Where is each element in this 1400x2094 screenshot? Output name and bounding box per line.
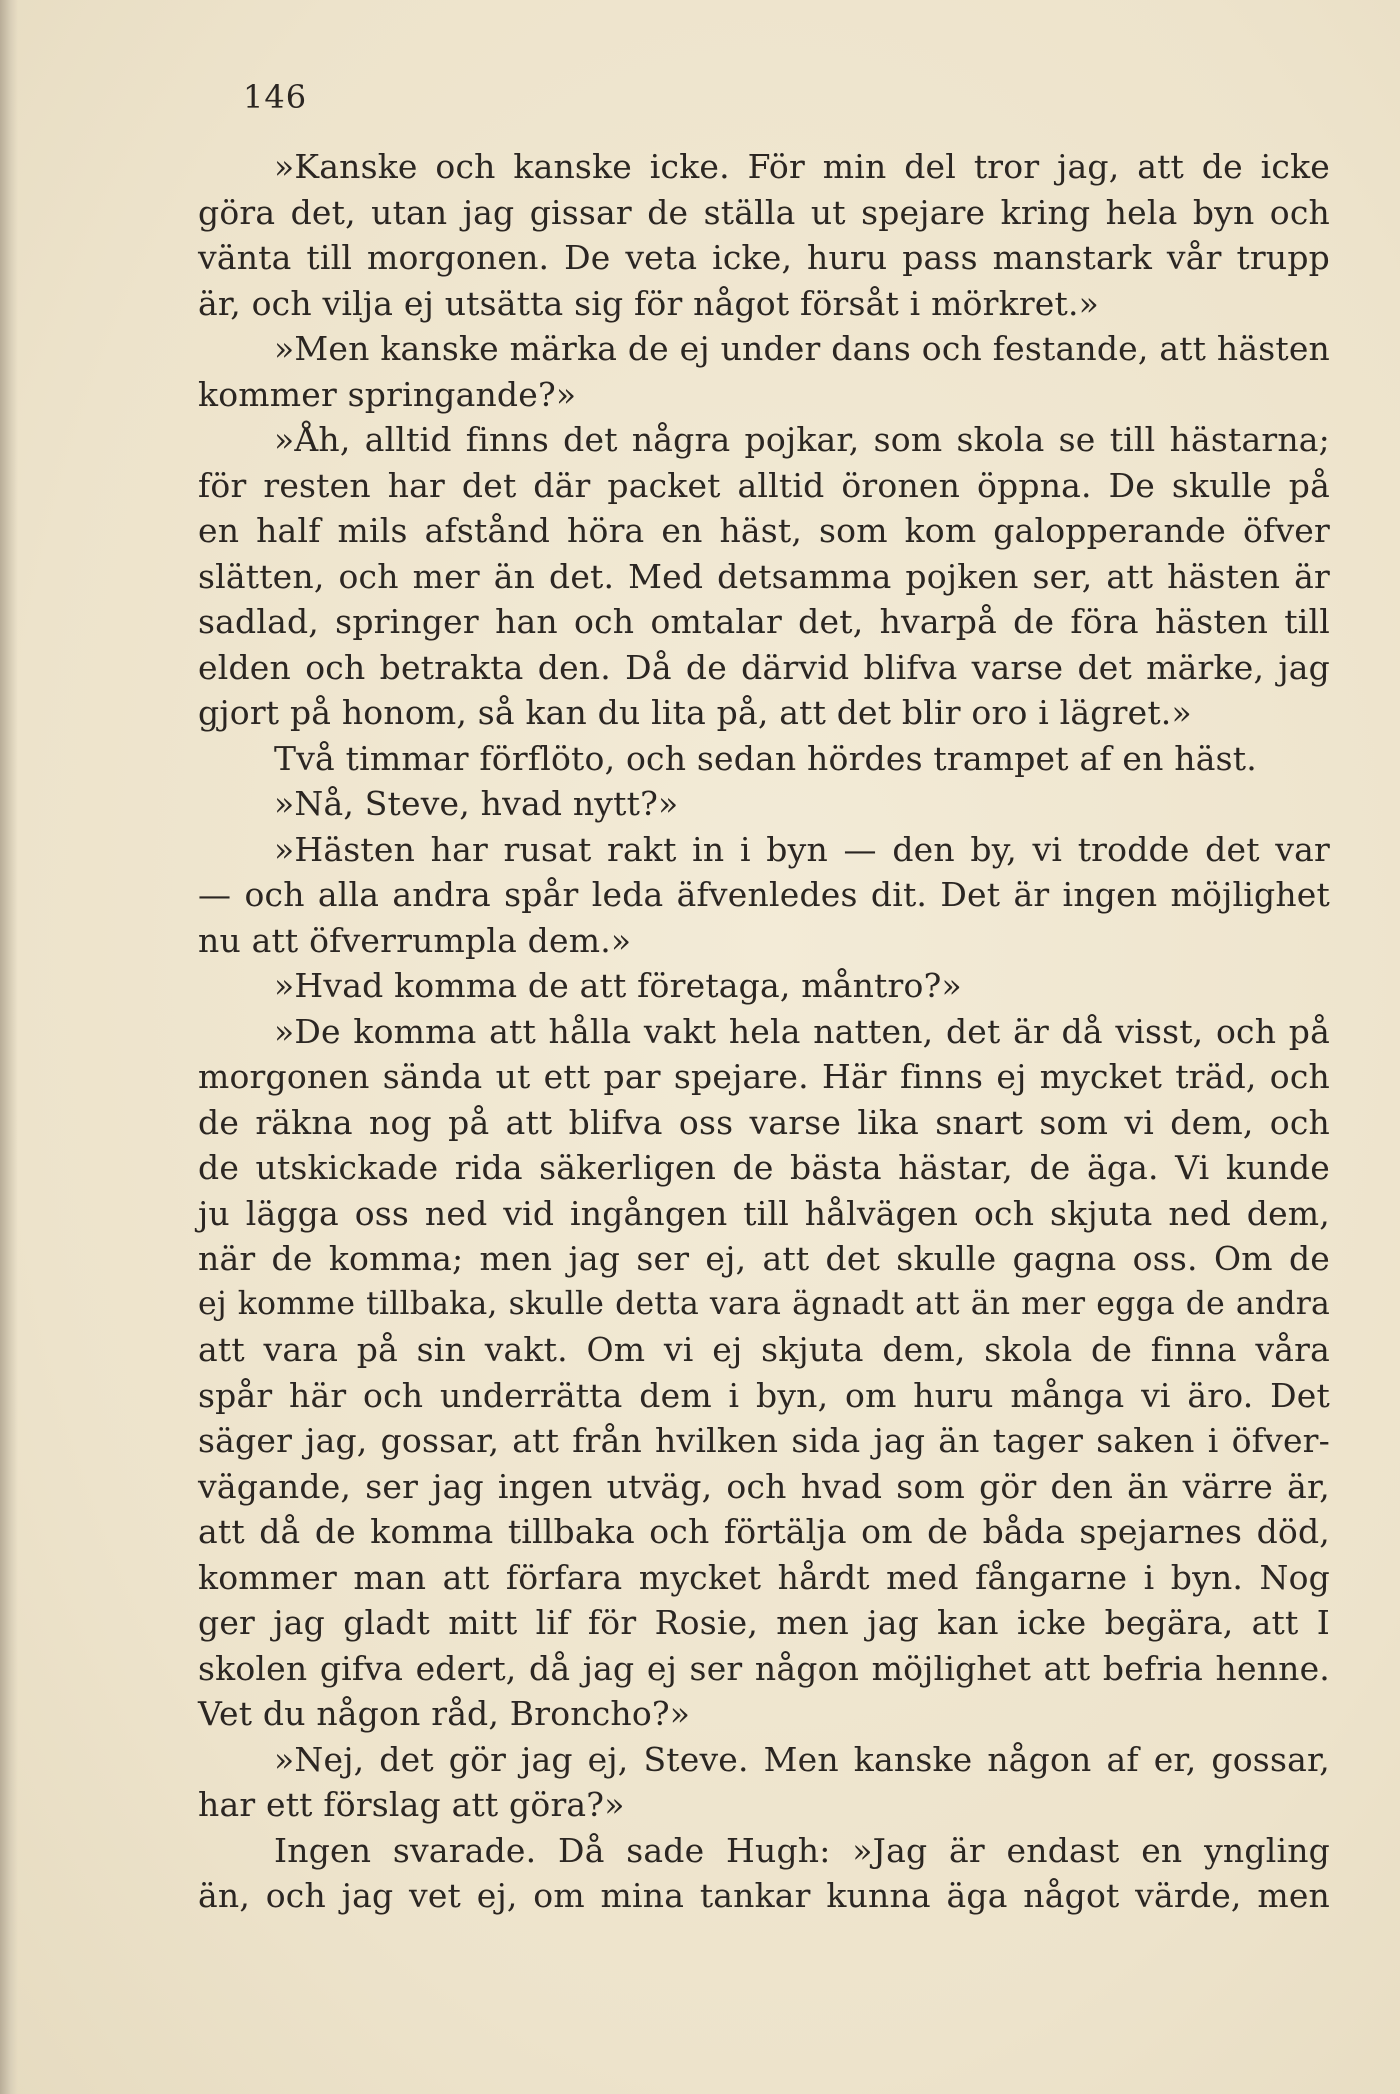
text-line: spår här och underrätta dem i byn, om huru många vi äro. Det [198, 1375, 1330, 1415]
text-line: »Åh, alltid finns det några pojkar, som skola se till hästarna; [274, 420, 1330, 459]
text-line: när de komma; men jag ser ej, att det skulle gagna oss. Om de [198, 1239, 1330, 1278]
text-line: att då de komma tillbaka och förtälja om de båda spejarnes död, [198, 1512, 1330, 1551]
text-line: ej komme tillbaka, skulle detta vara ägnadt att än mer egga de andra [198, 1285, 1330, 1322]
page-edge-shadow [0, 0, 18, 2094]
text-line: gjort på honom, så kan du lita på, att det blir oro i lägret.» [198, 693, 1192, 732]
text-line: ger jag gladt mitt lif för Rosie, men jag kan icke begära, att I [198, 1603, 1330, 1642]
text-line: »Kanske och kanske icke. För min del tror jag, att de icke [274, 147, 1330, 186]
text-line: skolen gifva edert, då jag ej ser någon möjlighet att befria henne. [198, 1648, 1330, 1688]
body-text [198, 144, 1330, 1919]
text-line: är, och vilja ej utsätta sig för något försåt i mörkret.» [198, 283, 1100, 323]
text-line: Vet du någon råd, Broncho?» [198, 1694, 691, 1733]
text-line: — och alla andra spår leda äfvenledes dit. Det är ingen möjlighet [198, 875, 1330, 914]
text-line: säger jag, gossar, att från hvilken sida jag än tager saken i öfver- [198, 1421, 1330, 1460]
text-line: ju lägga oss ned vid ingången till hålvägen och skjuta ned dem, [198, 1193, 1330, 1233]
text-line: »Hästen har rusat rakt in i byn — den by, vi trodde det var [274, 829, 1330, 869]
text-line: »Men kanske märka de ej under dans och festande, att hästen [274, 329, 1330, 368]
text-line: »Nå, Steve, hvad nytt?» [274, 784, 679, 823]
text-line: Två timmar förflöto, och sedan hördes trampet af en häst. [274, 738, 1257, 778]
text-line: kommer man att förfara mycket hårdt med fångarne i byn. Nog [198, 1557, 1330, 1597]
text-line: Ingen svarade. Då sade Hugh: »Jag är endast en yngling [274, 1830, 1330, 1870]
text-line: de räkna nog på att blifva oss varse lika snart som vi dem, och [198, 1102, 1330, 1142]
text-line: slätten, och mer än det. Med detsamma pojken ser, att hästen är [198, 556, 1330, 596]
text-line: för resten har det där packet alltid öronen öppna. De skulle på [198, 465, 1330, 505]
text-line: vänta till morgonen. De veta icke, huru pass manstark vår trupp [198, 238, 1330, 277]
text-line: än, och jag vet ej, om mina tankar kunna äga något värde, men [198, 1876, 1330, 1915]
text-line: sadlad, springer han och omtalar det, hvarpå de föra hästen till [198, 602, 1330, 641]
text-line: nu att öfverrumpla dem.» [198, 920, 632, 960]
text-line: »De komma att hålla vakt hela natten, det är då visst, och på [274, 1011, 1330, 1051]
text-line: att vara på sin vakt. Om vi ej skjuta dem, skola de finna våra [198, 1330, 1330, 1369]
text-line: »Nej, det gör jag ej, Steve. Men kanske någon af er, gossar, [274, 1739, 1330, 1779]
text-line: morgonen sända ut ett par spejare. Här finns ej mycket träd, och [198, 1057, 1330, 1096]
text-line: vägande, ser jag ingen utväg, och hvad som gör den än värre är, [198, 1466, 1330, 1506]
text-line: elden och betrakta den. Då de därvid blifva varse det märke, jag [198, 647, 1330, 687]
text-line: en half mils afstånd höra en häst, som kom galopperande öfver [198, 511, 1330, 550]
page-number: 146 [243, 78, 308, 116]
text-line: de utskickade rida säkerligen de bästa hästar, de äga. Vi kunde [198, 1148, 1330, 1187]
text-line: »Hvad komma de att företaga, måntro?» [274, 966, 962, 1005]
text-line: kommer springande?» [198, 374, 577, 414]
text-line: göra det, utan jag gissar de ställa ut spejare kring hela byn och [198, 192, 1330, 232]
text-line: har ett förslag att göra?» [198, 1785, 625, 1824]
